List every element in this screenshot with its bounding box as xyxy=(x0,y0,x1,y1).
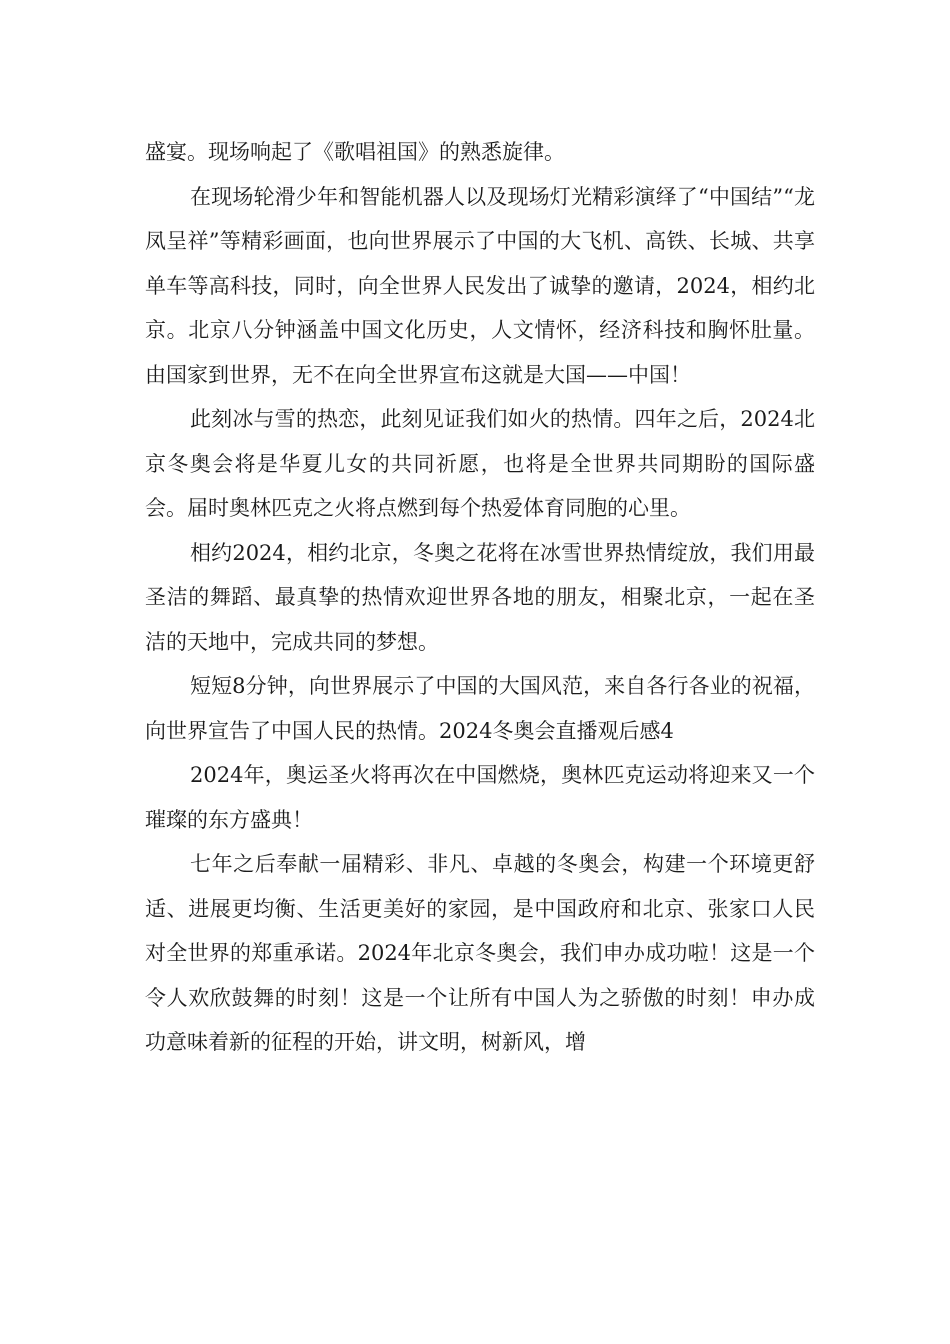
paragraph-5: 短短8分钟，向世界展示了中国的大国风范，来自各行各业的祝福，向世界宣告了中国人民的热情。2024冬奥会直播观后感4 xyxy=(145,674,815,743)
paragraph-2: 在现场轮滑少年和智能机器人以及现场灯光精彩演绎了“中国结”“龙凤呈祥”等精彩画面，也向世界展示了中国的大飞机、高铁、长城、共享单车等高科技，同时，向全世界人民发出了诚挚的邀请，2024，相约北京。北京八分钟涵盖中国文化历史，人文情怀，经济科技和胸怀肚量。由国家到世界，无不在向全世界宣布这就是大国——中国！ xyxy=(145,184,815,387)
document-body xyxy=(145,130,815,1065)
paragraph-7: 七年之后奉献一届精彩、非凡、卓越的冬奥会，构建一个环境更舒适、进展更均衡、生活更美好的家园，是中国政府和北京、张家口人民对全世界的郑重承诺。2024年北京冬奥会，我们申办成功啦！这是一个令人欢欣鼓舞的时刻！这是一个让所有中国人为之骄傲的时刻！申办成功意味着新的征程的开始，讲文明，树新风，增 xyxy=(145,852,815,1054)
paragraph-3: 此刻冰与雪的热恋，此刻见证我们如火的热情。四年之后，2024北京冬奥会将是华夏儿女的共同祈愿，也将是全世界共同期盼的国际盛会。届时奥林匹克之火将点燃到每个热爱体育同胞的心里。 xyxy=(145,407,815,520)
paragraph-4: 相约2024，相约北京，冬奥之花将在冰雪世界热情绽放，我们用最圣洁的舞蹈、最真挚的热情欢迎世界各地的朋友，相聚北京，一起在圣洁的天地中，完成共同的梦想。 xyxy=(145,540,815,654)
paragraph-6: 2024年，奥运圣火将再次在中国燃烧，奥林匹克运动将迎来又一个璀璨的东方盛典！ xyxy=(145,763,815,832)
paragraph-1: 盛宴。现场响起了《歌唱祖国》的熟悉旋律。 xyxy=(145,140,565,164)
